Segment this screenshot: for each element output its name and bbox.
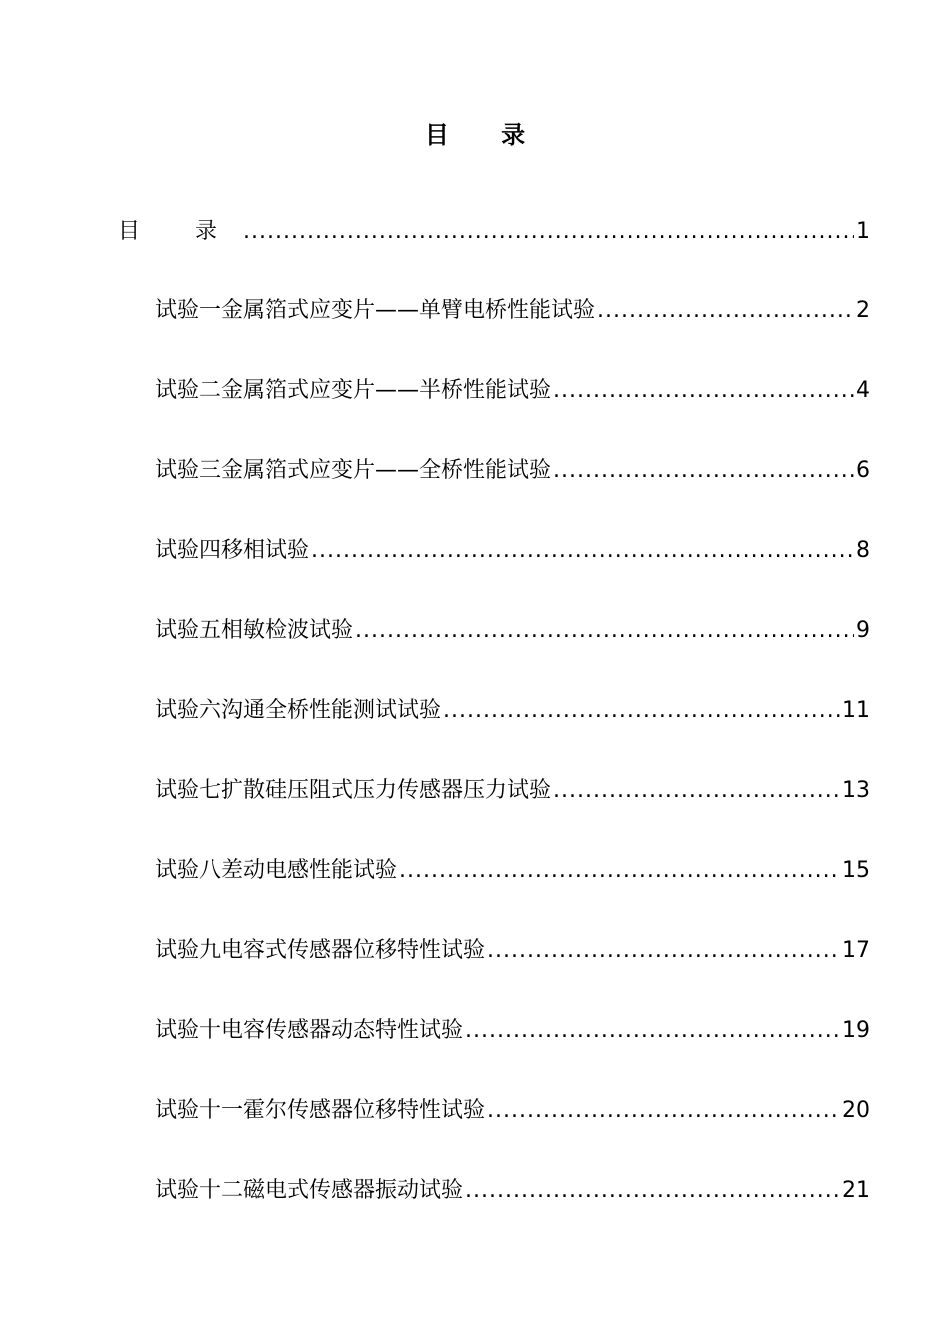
toc-entry-title: 移相试验 [221,538,310,563]
toc-leader-dots [597,295,854,327]
toc-entry-label: 目 录 [118,219,241,244]
toc-entry[interactable] [155,615,870,647]
toc-entry-title: 电容传感器动态特性试验 [221,1018,464,1043]
toc-page-number: 19 [842,1018,870,1043]
toc-entry-number: 试验六 [155,698,222,723]
toc-page-number: 2 [856,298,870,323]
toc-leader-dots [487,935,840,967]
toc-page-number: 15 [842,858,870,883]
toc-entry-number: 试验八 [155,858,222,883]
toc-entry-number: 试验四 [155,538,222,563]
toc-entry-title: 金属箔式应变片——单臂电桥性能试验 [221,298,596,323]
toc-page-number: 13 [842,778,870,803]
toc-leader-dots [399,855,840,887]
toc-entry[interactable] [155,775,870,807]
toc-entry[interactable] [155,935,870,967]
toc-entry[interactable] [155,1175,870,1207]
toc-entry[interactable] [155,695,870,727]
toc-entry-number: 试验十 [155,1018,222,1043]
toc-page-number: 4 [856,378,870,403]
toc-entry[interactable] [155,375,870,407]
toc-entry-title: 金属箔式应变片——全桥性能试验 [221,458,552,483]
toc-entry[interactable] [155,295,870,327]
toc-leader-dots [465,1175,840,1207]
toc-page-number: 11 [842,698,870,723]
toc-page-number: 20 [842,1098,870,1123]
toc-entry[interactable] [155,535,870,567]
toc-entry-contents[interactable] [118,216,870,248]
toc-entry[interactable] [155,455,870,487]
toc-leader-dots [553,375,854,407]
toc-leader-dots [355,615,854,647]
toc-page-number: 6 [856,458,870,483]
toc-leader-dots [487,1095,840,1127]
toc-entry-number: 试验七 [155,778,222,803]
toc-leader-dots [243,216,854,248]
toc-page-number: 1 [856,219,870,244]
toc-entry-title: 霍尔传感器位移特性试验 [243,1098,486,1123]
toc-leader-dots [553,455,854,487]
toc-entry-number: 试验二 [155,378,222,403]
toc-page-number: 17 [842,938,870,963]
page-title: 目 录 [424,121,548,149]
toc-entry-title: 扩散硅压阻式压力传感器压力试验 [221,778,552,803]
toc-entry[interactable] [155,855,870,887]
toc-entry-number: 试验一 [155,298,222,323]
toc-entry-title: 沟通全桥性能测试试验 [221,698,442,723]
toc-entry-title: 差动电感性能试验 [221,858,398,883]
toc-entry-number: 试验五 [155,618,222,643]
toc-page-number: 21 [842,1178,870,1203]
toc-entry-title: 相敏检波试验 [221,618,354,643]
toc-entry[interactable] [155,1095,870,1127]
toc-leader-dots [553,775,840,807]
toc-entry-number: 试验三 [155,458,222,483]
toc-page-number: 9 [856,618,870,643]
toc-entry[interactable] [155,1015,870,1047]
toc-entry-title: 电容式传感器位移特性试验 [221,938,486,963]
toc-leader-dots [443,695,840,727]
toc-entry-title: 金属箔式应变片——半桥性能试验 [221,378,552,403]
toc-entry-number: 试验九 [155,938,222,963]
toc-leader-dots [465,1015,840,1047]
toc-entry-number: 试验十二 [155,1178,244,1203]
toc-entry-number: 试验十一 [155,1098,244,1123]
toc-entry-title: 磁电式传感器振动试验 [243,1178,464,1203]
toc-page-number: 8 [856,538,870,563]
toc-leader-dots [311,535,854,567]
